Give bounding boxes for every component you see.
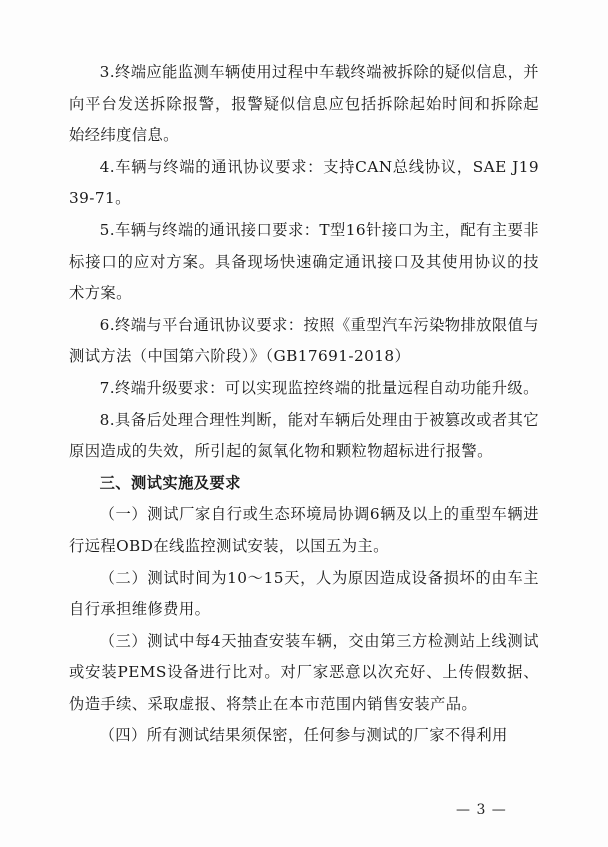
section-paragraph-2: （二）测试时间为10～15天，人为原因造成设备损坏的由车主自行承担维修费用。: [69, 568, 539, 619]
page-number: — 3 —: [456, 802, 507, 818]
paragraph-item-6: 6.终端与平台通讯协议要求：按照《重型汽车污染物排放限值与测试方法（中国第六阶段）》（GB17691-2018）: [69, 315, 539, 366]
paragraph-item-3: 3.终端应能监测车辆使用过程中车载终端被拆除的疑似信息，并向平台发送拆除报警，报警疑似信息应包括拆除起始时间和拆除起始经纬度信息。: [69, 63, 539, 145]
document-body: [69, 57, 539, 752]
paragraph-item-5: 5.车辆与终端的通讯接口要求：T型16针接口为主，配有主要非标接口的应对方案。具备现场快速确定通讯接口及其使用协议的技术方案。: [69, 220, 539, 303]
paragraph-item-8: 8.具备后处理合理性判断，能对车辆后处理由于被篡改或者其它原因造成的失效，所引起的氮氧化物和颗粒物超标进行报警。: [69, 410, 539, 461]
section-heading: 三、测试实施及要求: [99, 473, 241, 492]
section-paragraph-1: （一）测试厂家自行或生态环境局协调6辆及以上的重型车辆进行远程OBD在线监控测试安装，以国五为主。: [69, 505, 539, 555]
section-paragraph-3: （三）测试中每4天抽查安装车辆，交由第三方检测站上线测试或安装PEMS设备进行比对。对厂家恶意以次充好、上传假数据、伪造手续、采取虚报、将禁止在本市范围内销售安装产品。: [69, 631, 539, 713]
section-paragraph-4: （四）所有测试结果须保密，任何参与测试的厂家不得利用: [99, 726, 508, 745]
paragraph-item-4: 4.车辆与终端的通讯协议要求：支持CAN总线协议，SAE J1939-71。: [69, 157, 539, 208]
paragraph-item-7: 7.终端升级要求：可以实现监控终端的批量远程自动功能升级。: [99, 378, 539, 397]
